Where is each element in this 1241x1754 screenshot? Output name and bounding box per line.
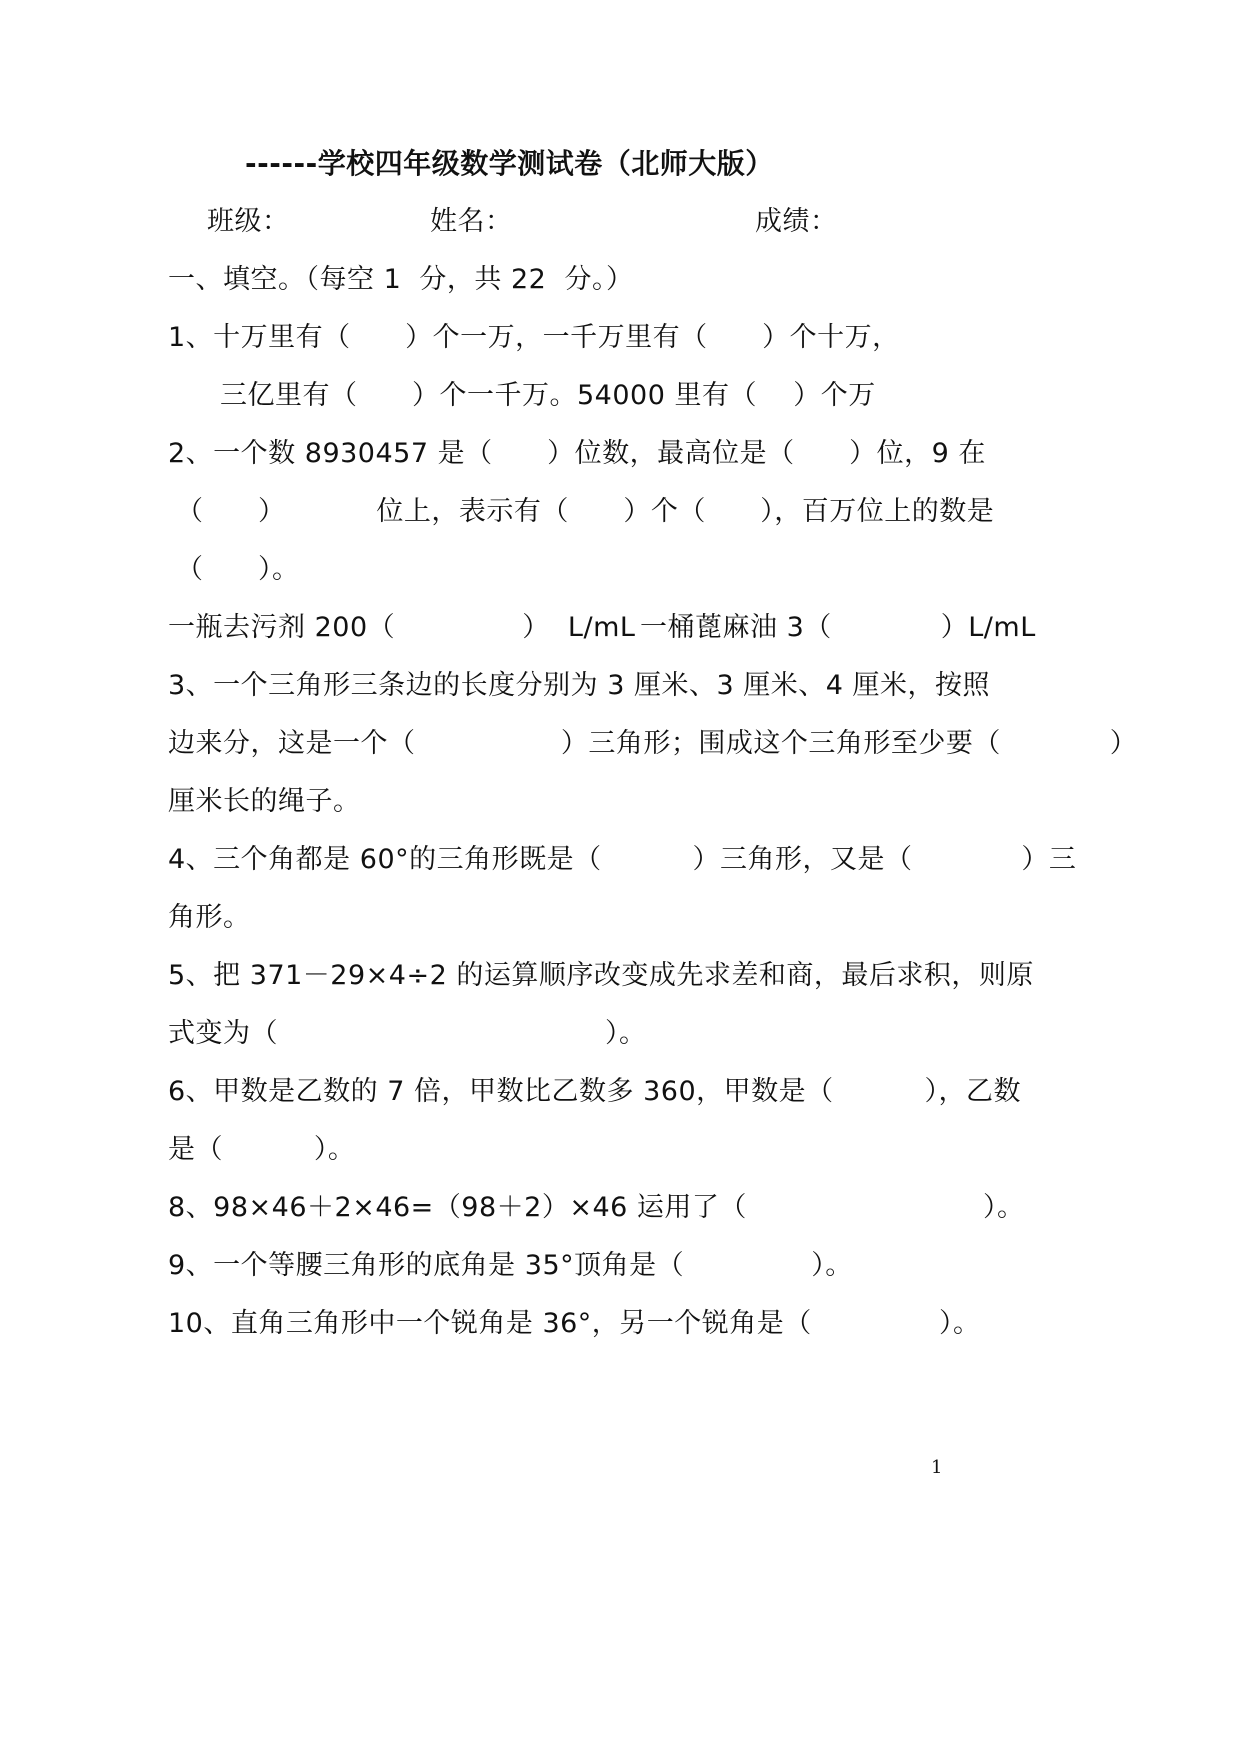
question-line: 10、直角三角形中一个锐角是 36°，另一个锐角是（ ）。 [168,1308,981,1339]
question-line: 6、甲数是乙数的 7 倍，甲数比乙数多 360，甲数是（ ），乙数 [168,1076,1021,1107]
section1-heading: 一、填空。（每空 1 分，共 22 分。） [168,264,634,295]
question-line: 1、十万里有（ ）个一万，一千万里有（ ）个十万， [168,322,900,353]
question-line: 9、一个等腰三角形的底角是 35°顶角是（ ）。 [168,1250,853,1281]
question-line: 边来分，这是一个（ ）三角形；围成这个三角形至少要（ ） [168,728,1138,759]
question-line: 5、把 371－29×4÷2 的运算顺序改变成先求差和商，最后求积，则原 [168,960,1034,991]
page-title: ------学校四年级数学测试卷（北师大版） [245,147,774,180]
question-line: （ ） 位上，表示有（ ）个（ ），百万位上的数是 [176,496,995,527]
question-line: 三亿里有（ ）个一千万。54000 里有（ ）个万 [220,380,876,411]
question-line: 是（ ）。 [168,1134,356,1165]
question-line: 4、三个角都是 60°的三角形既是（ ）三角形，又是（ ）三 [168,844,1077,875]
question-line: 8、98×46＋2×46=（98＋2）×46 运用了（ ）。 [168,1192,1025,1223]
question-line: 厘米长的绳子。 [168,786,361,817]
question-line: 2、一个数 8930457 是（ ）位数，最高位是（ ）位，9 在 [168,438,986,469]
question-line: 3、一个三角形三条边的长度分别为 3 厘米、3 厘米、4 厘米，按照 [168,670,991,701]
page-number: 1 [931,1457,943,1478]
question-line: 一桶蓖麻油 3（ ）L/mL [640,612,1036,643]
question-line: （ ）。 [176,554,300,585]
name-label: 姓名： [430,206,513,237]
question-line: 角形。 [168,902,251,933]
score-label: 成绩： [755,206,838,237]
question-line: 式变为（ ）。 [168,1018,647,1049]
class-label: 班级： [207,206,290,237]
question-line: 一瓶去污剂 200（ ） L/mL [168,612,636,643]
